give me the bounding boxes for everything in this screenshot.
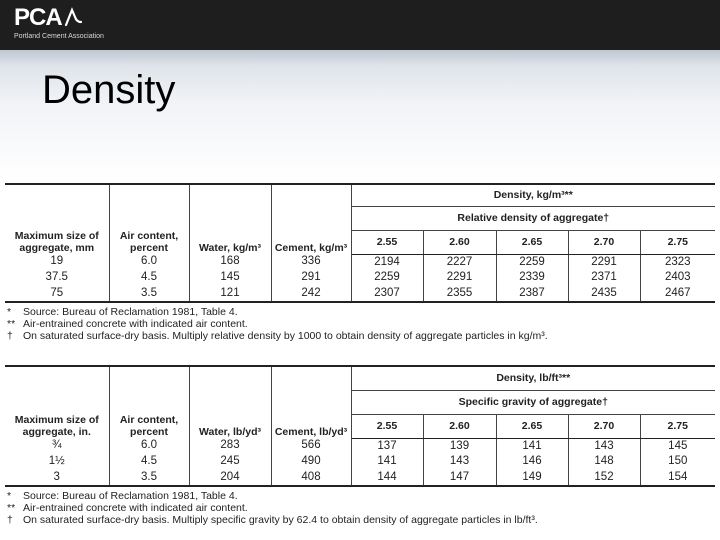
header-rd-value: 2.55 (351, 230, 423, 254)
cell-cement: 566 (271, 438, 351, 454)
header-cement: Cement, kg/m³ (271, 184, 351, 254)
header-rd-value: 2.65 (496, 230, 568, 254)
header-rd-value: 2.60 (423, 230, 496, 254)
cell-density: 2307 (351, 286, 423, 303)
cell-water: 245 (189, 454, 271, 470)
footnote-text: Air-entrained concrete with indicated air content. (23, 502, 248, 514)
cell-density: 137 (351, 438, 423, 454)
cell-air: 4.5 (109, 454, 189, 470)
imperial-density-table (5, 365, 715, 487)
header-cement: Cement, lb/yd³ (271, 366, 351, 438)
header-bar (0, 0, 720, 50)
footnote (7, 502, 715, 514)
footnote-symbol: † (7, 514, 13, 526)
table-row (5, 438, 715, 454)
cell-density: 2259 (351, 270, 423, 286)
footnote (7, 318, 715, 330)
page-title: Density (42, 68, 176, 112)
cell-density: 146 (496, 454, 568, 470)
header-specific-gravity: Specific gravity of aggregate† (351, 390, 715, 414)
table-footnotes (5, 306, 715, 342)
cell-size: 1½ (5, 454, 109, 470)
header-rd-value: 2.70 (568, 230, 640, 254)
table-row (5, 254, 715, 270)
header-density-group: Density, lb/ft³** (351, 366, 715, 390)
cell-water: 145 (189, 270, 271, 286)
cell-density: 141 (351, 454, 423, 470)
cell-density: 2387 (496, 286, 568, 303)
footnote-symbol: * (7, 306, 12, 318)
logo-subtitle: Portland Cement Association (14, 33, 104, 40)
cell-density: 2403 (664, 271, 691, 283)
cell-density: 2291 (568, 254, 640, 270)
footnote-text: On saturated surface-dry basis. Multiply relative density by 1000 to obtain density of aggregate particles in kg/m³. (23, 330, 548, 342)
header-max-size: Maximum size of aggregate, mm (5, 184, 109, 254)
table-row (5, 470, 715, 487)
cell-density: 148 (568, 454, 640, 470)
cell-density: 139 (423, 438, 496, 454)
cell-air: 4.5 (109, 270, 189, 286)
header-sg-value: 2.60 (423, 414, 496, 438)
cell-density: 150 (668, 455, 688, 467)
footnote-text: Source: Bureau of Reclamation 1981, Table 4. (23, 306, 238, 318)
pca-logo (14, 5, 104, 41)
cell-density: 2291 (423, 270, 496, 286)
cell-density: 152 (568, 470, 640, 487)
swoosh-icon (64, 7, 82, 27)
cell-size: ¾ (5, 438, 109, 454)
cell-size: 37.5 (5, 270, 109, 286)
cell-cement: 336 (271, 254, 351, 270)
cell-density: 149 (496, 470, 568, 487)
cell-cement: 291 (271, 270, 351, 286)
cell-density: 2339 (496, 270, 568, 286)
header-sg-value: 2.55 (351, 414, 423, 438)
header-sg-value: 2.65 (496, 414, 568, 438)
footnote (7, 514, 715, 526)
imperial-density-table-block (5, 365, 715, 526)
cell-density: 2467 (664, 286, 691, 299)
cell-size: 3 (5, 470, 109, 487)
footnote (7, 306, 715, 318)
cell-density: 154 (668, 470, 688, 483)
metric-density-table-block (5, 183, 715, 342)
cell-density: 2323 (664, 255, 691, 268)
header-max-size: Maximum size of aggregate, in. (5, 366, 109, 438)
header-sg-value: 2.70 (568, 414, 640, 438)
cell-density: 2435 (568, 286, 640, 303)
cell-air: 3.5 (109, 470, 189, 487)
cell-cement: 490 (271, 454, 351, 470)
cell-air: 3.5 (109, 286, 189, 303)
cell-density: 145 (668, 439, 688, 452)
footnote-text: Air-entrained concrete with indicated air content. (23, 318, 248, 330)
footnote-symbol: † (7, 330, 13, 342)
cell-density: 2371 (568, 270, 640, 286)
cell-density: 147 (423, 470, 496, 487)
header-air-content: Air content, percent (109, 184, 189, 254)
table-row (5, 286, 715, 303)
cell-water: 121 (189, 286, 271, 303)
cell-density: 143 (423, 454, 496, 470)
cell-water: 283 (189, 438, 271, 454)
footnote-symbol: ** (7, 318, 16, 330)
cell-air: 6.0 (109, 438, 189, 454)
header-water: Water, lb/yd³ (189, 366, 271, 438)
cell-density: 141 (496, 438, 568, 454)
table-footnotes (5, 490, 715, 526)
cell-density: 144 (351, 470, 423, 487)
cell-density: 2194 (351, 254, 423, 270)
cell-water: 204 (189, 470, 271, 487)
cell-water: 168 (189, 254, 271, 270)
footnote (7, 490, 715, 502)
footnote-text: On saturated surface-dry basis. Multiply specific gravity by 62.4 to obtain density of aggregate particles in lb/ft³. (23, 514, 538, 526)
cell-density: 2227 (423, 254, 496, 270)
cell-size: 19 (5, 254, 109, 270)
header-rd-value: 2.75 (640, 230, 715, 254)
cell-size: 75 (5, 286, 109, 303)
cell-density: 143 (568, 438, 640, 454)
cell-cement: 408 (271, 470, 351, 487)
table-row (5, 454, 715, 470)
header-air-content: Air content, percent (109, 366, 189, 438)
footnote-symbol: ** (7, 502, 16, 514)
metric-density-table (5, 183, 715, 303)
header-water: Water, kg/m³ (189, 184, 271, 254)
header-density-group: Density, kg/m³** (351, 184, 715, 206)
logo-mark: PCA (14, 4, 62, 31)
footnote-text: Source: Bureau of Reclamation 1981, Table 4. (23, 490, 238, 502)
cell-cement: 242 (271, 286, 351, 303)
table-row (5, 270, 715, 286)
footnote-symbol: * (7, 490, 12, 502)
cell-density: 2259 (496, 254, 568, 270)
footnote (7, 330, 715, 342)
header-sg-value: 2.75 (640, 414, 715, 438)
cell-density: 2355 (423, 286, 496, 303)
cell-air: 6.0 (109, 254, 189, 270)
header-relative-density: Relative density of aggregate† (351, 206, 715, 230)
